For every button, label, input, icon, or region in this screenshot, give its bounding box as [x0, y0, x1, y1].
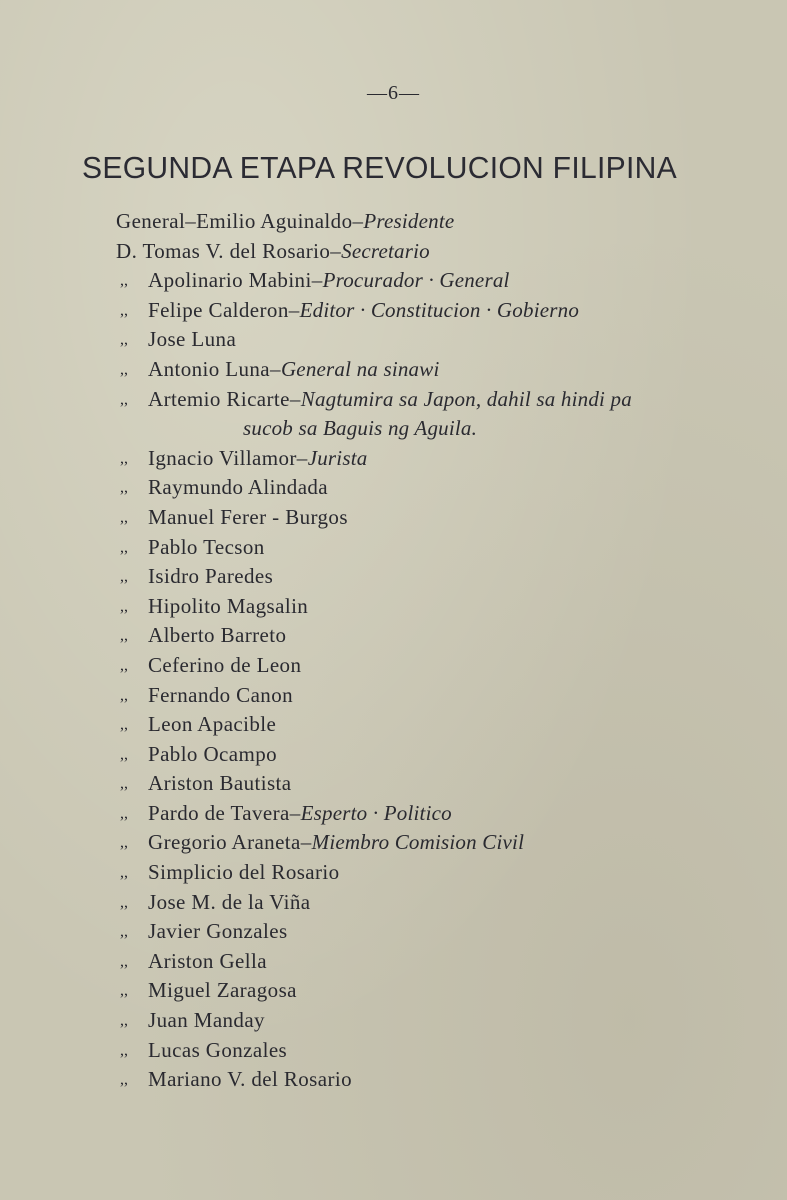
ditto-mark: ,, [120, 656, 128, 674]
member-list [0, 207, 787, 1095]
ditto-mark: ,, [120, 893, 128, 911]
member-name [148, 858, 340, 888]
member-name [148, 681, 293, 711]
list-item [0, 888, 787, 918]
member-name [148, 355, 440, 385]
member-role: Nagtumira sa Japon, dahil sa hindi pa [300, 386, 632, 411]
member-name [148, 325, 236, 355]
ditto-mark: ,, [120, 1041, 128, 1059]
member-name [148, 533, 265, 563]
member-name [148, 828, 524, 858]
ditto-mark: ,, [120, 390, 128, 408]
list-item [0, 740, 787, 770]
list-item [0, 296, 787, 326]
member-role: Miembro Comision Civil [311, 830, 525, 855]
ditto-mark: ,, [120, 834, 128, 852]
list-item [0, 562, 787, 592]
member-name-text: Antonio Luna– [148, 356, 281, 381]
list-item [0, 503, 787, 533]
list-item [0, 651, 787, 681]
member-role: Procurador · General [322, 268, 510, 293]
member-name-text: Javier Gonzales [148, 919, 288, 944]
member-name-text: Jose Luna [148, 327, 237, 352]
member-name-text: Fernando Canon [148, 682, 293, 707]
list-item [0, 621, 787, 651]
member-name-text: Juan Manday [148, 1008, 265, 1033]
page-number: —6— [367, 82, 420, 104]
member-role: Jurista [307, 445, 368, 470]
member-name-text: Pablo Ocampo [148, 741, 278, 766]
member-name [148, 296, 579, 326]
list-item [0, 592, 787, 622]
member-name-text: Pablo Tecson [148, 534, 265, 559]
ditto-mark: ,, [120, 360, 128, 378]
list-item [0, 533, 787, 563]
member-name-text: Raymundo Alindada [148, 475, 329, 500]
member-name [148, 917, 288, 947]
member-name-text: D. Tomas V. del Rosario– [116, 238, 342, 263]
ditto-mark: ,, [120, 804, 128, 822]
ditto-mark: ,, [120, 745, 128, 763]
ditto-mark: ,, [120, 301, 128, 319]
member-name [148, 621, 286, 651]
ditto-mark: ,, [120, 331, 128, 349]
member-name-text: Manuel Ferer - Burgos [148, 504, 348, 529]
member-name [148, 710, 276, 740]
member-name-text: Ariston Gella [148, 948, 267, 973]
member-name [148, 769, 291, 799]
member-role: Editor · Constitucion · Gobierno [299, 297, 580, 322]
ditto-mark: ,, [120, 597, 128, 615]
member-name-text: General–Emilio Aguinaldo– [116, 209, 364, 233]
ditto-mark: ,, [120, 568, 128, 586]
member-name [148, 888, 310, 918]
list-item [0, 799, 787, 829]
ditto-mark: ,, [120, 627, 128, 645]
member-name-text: Artemio Ricarte– [148, 386, 301, 411]
list-item [0, 385, 787, 444]
list-item [0, 444, 787, 474]
list-item [0, 473, 787, 503]
member-name [116, 207, 454, 237]
member-role: Secretario [341, 238, 430, 263]
member-role: General na sinawi [280, 356, 440, 381]
member-name [148, 799, 452, 829]
member-name [148, 503, 348, 533]
ditto-mark: ,, [120, 982, 128, 1000]
ditto-mark: ,, [120, 272, 128, 290]
member-name-text: Hipolito Magsalin [148, 593, 309, 618]
member-name-text: Apolinario Mabini– [148, 268, 323, 293]
ditto-mark: ,, [120, 923, 128, 941]
member-name-text: Felipe Calderon– [148, 297, 300, 322]
ditto-mark: ,, [120, 538, 128, 556]
ditto-mark: ,, [120, 1071, 128, 1089]
member-name-text: Alberto Barreto [148, 623, 287, 648]
member-name-text: Isidro Paredes [148, 564, 274, 589]
list-item [0, 858, 787, 888]
ditto-mark: ,, [120, 1012, 128, 1030]
list-item [0, 355, 787, 385]
member-name-text: Ceferino de Leon [148, 652, 302, 677]
ditto-mark: ,, [120, 716, 128, 734]
member-name-text: Jose M. de la Viña [148, 889, 311, 914]
list-item [0, 947, 787, 977]
member-name [148, 266, 510, 296]
member-name [148, 444, 367, 474]
member-name-text: Ariston Bautista [148, 771, 292, 796]
list-item [0, 1006, 787, 1036]
member-name-text: Pardo de Tavera– [148, 800, 301, 825]
member-name-text: Mariano V. del Rosario [148, 1067, 353, 1092]
member-name-text: Leon Apacible [148, 712, 277, 737]
member-name-text: Gregorio Araneta– [148, 830, 312, 855]
member-name [148, 740, 277, 770]
member-role-continuation: sucob sa Baguis ng Aguila. [243, 416, 478, 441]
member-name [148, 1065, 352, 1095]
list-item [0, 266, 787, 296]
list-item [0, 769, 787, 799]
list-item [0, 1065, 787, 1095]
member-name-text: Miguel Zaragosa [148, 978, 297, 1003]
member-name [148, 562, 273, 592]
member-role: Presidente [363, 209, 455, 233]
member-role: Esperto · Politico [300, 800, 452, 825]
ditto-mark: ,, [120, 508, 128, 526]
list-item [0, 917, 787, 947]
list-item [0, 237, 787, 267]
member-name-text: Lucas Gonzales [148, 1037, 288, 1062]
member-name [148, 1036, 287, 1066]
list-item [0, 1036, 787, 1066]
ditto-mark: ,, [120, 775, 128, 793]
member-name [148, 473, 328, 503]
ditto-mark: ,, [120, 449, 128, 467]
list-item [0, 681, 787, 711]
ditto-mark: ,, [120, 952, 128, 970]
member-name-text: Simplicio del Rosario [148, 860, 340, 885]
member-name [148, 1006, 265, 1036]
member-name-text: Ignacio Villamor– [148, 445, 308, 470]
list-item [0, 976, 787, 1006]
list-item [0, 325, 787, 355]
member-name [116, 237, 430, 267]
member-name [148, 947, 267, 977]
ditto-mark: ,, [120, 479, 128, 497]
member-name [148, 385, 632, 415]
member-name [148, 651, 301, 681]
member-name [148, 592, 308, 622]
ditto-mark: ,, [120, 864, 128, 882]
list-item [0, 828, 787, 858]
ditto-mark: ,, [120, 686, 128, 704]
list-item [0, 710, 787, 740]
member-name [148, 976, 297, 1006]
list-item [0, 207, 787, 237]
page-title: SEGUNDA ETAPA REVOLUCION FILIPINA [82, 150, 678, 185]
